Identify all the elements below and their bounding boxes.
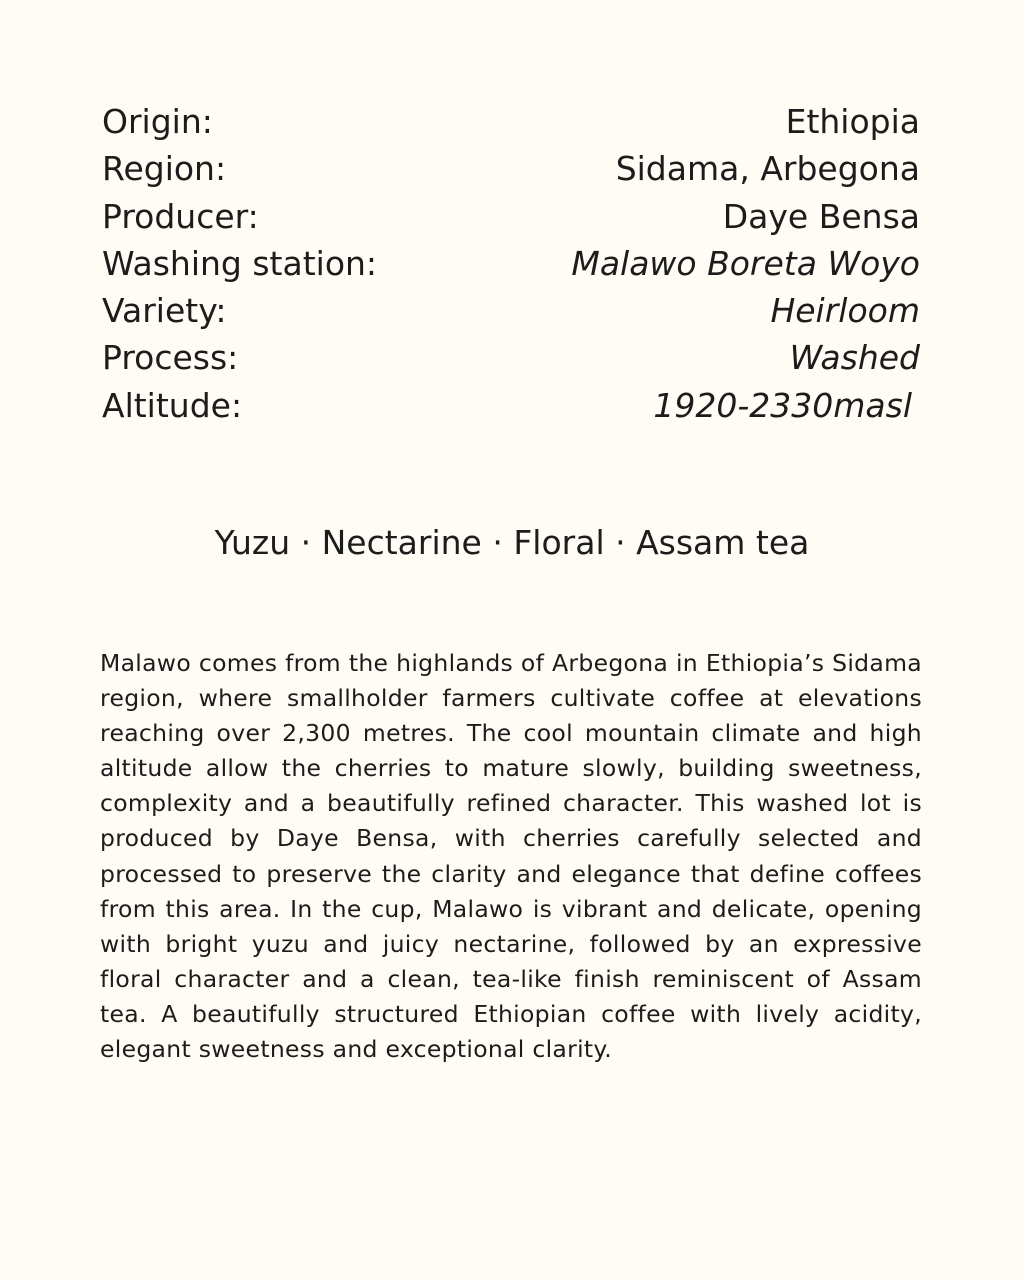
spec-label-process: Process: <box>102 338 239 378</box>
spec-row-variety <box>102 287 920 334</box>
spec-value-origin: Ethiopia <box>785 102 920 141</box>
spec-value-variety: Heirloom <box>770 291 920 331</box>
spec-row-origin <box>102 98 920 145</box>
spec-value-producer: Daye Bensa <box>722 196 920 236</box>
spec-row-process <box>102 334 920 381</box>
coffee-specs-list <box>102 98 920 429</box>
tasting-notes: Yuzu · Nectarine · Floral · Assam tea <box>214 523 810 562</box>
spec-label-region: Region: <box>102 149 227 189</box>
spec-row-washing-station <box>102 240 920 287</box>
spec-value-region: Sidama, Arbegona <box>615 149 920 189</box>
spec-label-origin: Origin: <box>102 102 213 141</box>
spec-label-washing-station: Washing station: <box>102 243 378 283</box>
spec-row-altitude <box>102 382 920 429</box>
coffee-description: Malawo comes from the highlands of Arbegona in Ethiopia’s Sidama region, where smallholder farmers cultivate coffee at elevations reaching over 2,300 metres. The cool mountain climate and high altitude allow the cherries to mature slowly, building sweetness, complexity and a beautifully refined character. This washed lot is produced by Daye Bensa, with cherries carefully selected and processed to preserve the clarity and elegance that define coffees from this area. In the cup, Malawo is vibrant and delicate, opening with bright yuzu and juicy nectarine, followed by an expressive floral character and a clean, tea-like finish reminiscent of Assam tea. A beautifully structured Ethiopian coffee with lively acidity, elegant sweetness and exceptional clarity. <box>100 649 922 1064</box>
spec-label-producer: Producer: <box>102 196 259 236</box>
spec-label-altitude: Altitude: <box>102 385 243 425</box>
spec-value-washing-station: Malawo Boreta Woyo <box>571 243 920 283</box>
spec-row-producer <box>102 193 920 240</box>
spec-label-variety: Variety: <box>102 291 227 331</box>
spec-value-process: Washed <box>789 338 920 378</box>
spec-value-altitude: 1920-2330masl <box>653 385 912 425</box>
spec-row-region <box>102 145 920 192</box>
